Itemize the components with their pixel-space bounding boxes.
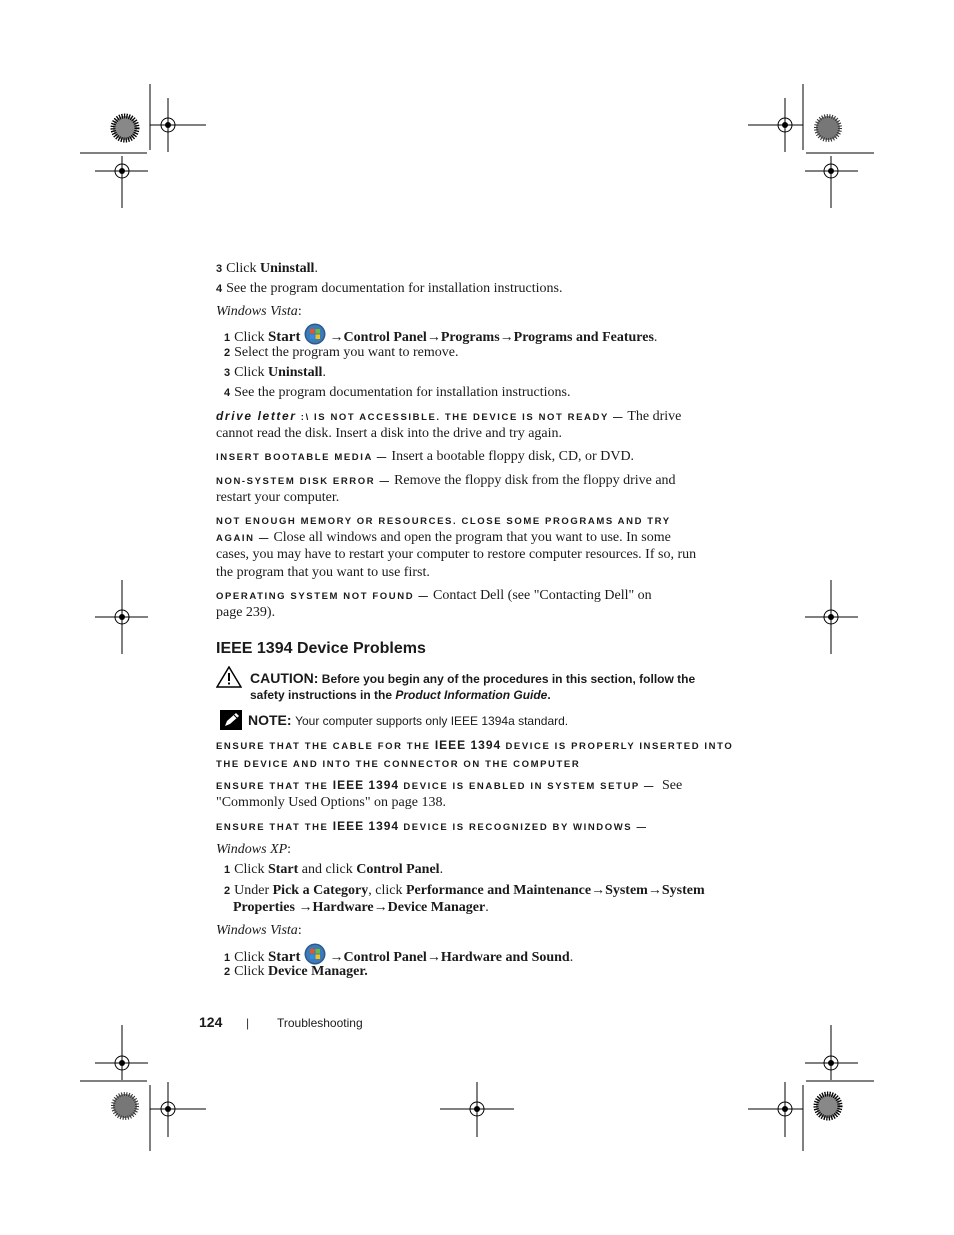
ensure-enabled-body: "Commonly Used Options" on page 138.: [216, 795, 446, 810]
ensure-cable-inserted: ENSURE THAT THE CABLE FOR THE IEEE 1394 DEVICE IS PROPERLY INSERTED INTO: [216, 738, 734, 752]
windows-start-icon: [304, 323, 326, 345]
windows-start-icon: [304, 943, 326, 965]
ensure-recognized: ENSURE THAT THE IEEE 1394 DEVICE IS RECOGNIZED BY WINDOWS —: [216, 819, 648, 833]
list-item: 3 Click Uninstall.: [224, 365, 326, 380]
list-item: 4 See the program documentation for installation instructions.: [216, 281, 563, 296]
caution-text: CAUTION: Before you begin any of the procedures in this section, follow the: [250, 670, 696, 686]
list-item: 1 Click Start →Control Panel→Hardware and Sound.: [224, 943, 573, 967]
error-body: restart your computer.: [216, 490, 340, 505]
ensure-enabled-setup: ENSURE THAT THE IEEE 1394 DEVICE IS ENABLED IN SYSTEM SETUP — See: [216, 778, 683, 793]
error-insert-bootable-media: INSERT BOOTABLE MEDIA — Insert a bootable floppy disk, CD, or DVD.: [216, 449, 635, 464]
os-label: Windows XP:: [216, 842, 292, 857]
error-body: page 239).: [216, 605, 276, 620]
note-text: NOTE: Your computer supports only IEEE 1394a standard.: [248, 712, 569, 728]
os-label: Windows Vista:: [216, 304, 302, 319]
list-item: 1 Click Start →Control Panel→Programs→Programs and Features.: [224, 323, 657, 347]
error-body: cannot read the disk. Insert a disk into the drive and try again.: [216, 426, 563, 441]
ensure-cable-inserted-cont: THE DEVICE AND INTO THE CONNECTOR ON THE COMPUTER: [216, 759, 581, 770]
list-item: 3 Click Uninstall.: [216, 261, 318, 276]
os-label: Windows Vista:: [216, 923, 302, 938]
page-number: 124: [199, 1014, 223, 1030]
list-item: 2 Select the program you want to remove.: [224, 345, 459, 360]
footer-title: Troubleshooting: [277, 1016, 363, 1030]
caution-icon: [216, 666, 242, 688]
section-title: IEEE 1394 Device Problems: [216, 640, 426, 657]
error-os-not-found: OPERATING SYSTEM NOT FOUND — Contact Dell (see "Contacting Dell" on: [216, 588, 652, 603]
error-body: cases, you may have to restart your computer to restore computer resources. If so, run: [216, 547, 697, 562]
error-not-enough-memory: NOT ENOUGH MEMORY OR RESOURCES. CLOSE SOME PROGRAMS AND TRY: [216, 516, 671, 527]
error-drive-not-accessible: drive letter :\ IS NOT ACCESSIBLE. THE DEVICE IS NOT READY — The drive: [216, 409, 682, 424]
error-non-system-disk: NON-SYSTEM DISK ERROR — Remove the floppy disk from the floppy drive and: [216, 473, 676, 488]
list-item-cont: Properties →Hardware→Device Manager.: [233, 900, 489, 915]
list-item: 1 Click Start and click Control Panel.: [224, 862, 444, 877]
note-pencil-icon: [220, 710, 242, 730]
list-item: 2 Click Device Manager.: [224, 964, 368, 979]
error-body: the program that you want to use first.: [216, 565, 430, 580]
footer-separator: |: [246, 1016, 250, 1030]
list-item: 4 See the program documentation for installation instructions.: [224, 385, 571, 400]
caution-text: safety instructions in the Product Information Guide.: [250, 688, 551, 702]
error-body: AGAIN — Close all windows and open the program that you want to use. In some: [216, 530, 671, 545]
list-item: 2 Under Pick a Category, click Performance and Maintenance→System→System: [224, 883, 705, 898]
